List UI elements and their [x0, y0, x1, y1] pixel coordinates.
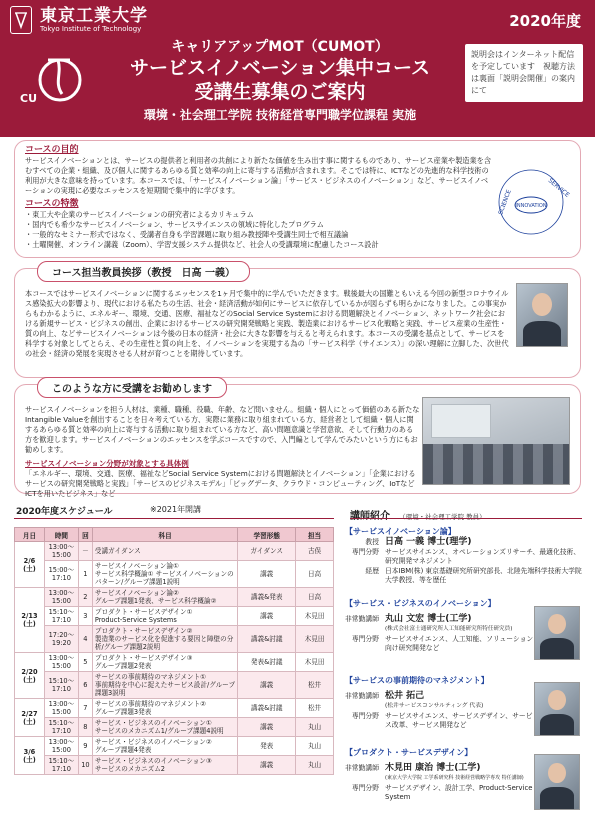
schedule-date: 3/6 (土) [15, 737, 45, 775]
col-time: 時間 [44, 528, 78, 542]
cu-logo-text: CU [20, 92, 38, 105]
header-banner [0, 0, 595, 137]
svg-text:SERVICE: SERVICE [546, 177, 571, 199]
examples-heading: サービスイノベーション分野が対象とする具体例 [25, 459, 189, 468]
col-teacher: 担当 [296, 528, 334, 542]
organizer-line: 環境・社会理工学院 技術経営専門職学位課程 実施 [143, 108, 417, 122]
instructor-history: 日本IBM(株) 東京基礎研究所研究部長、北陸先端科学技術大学院大学教授、等を歴任 [385, 567, 582, 584]
schedule-date: 2/6 (土) [15, 542, 45, 588]
schedule-format: 講義 [238, 718, 296, 737]
instructor-field: サービスサイエンス、オペレーションズリサーチ、最適化技術、研究開発マネジメント [385, 548, 581, 565]
schedule-session: 5 [78, 653, 92, 672]
schedule-header-row [15, 528, 334, 542]
schedule-teacher: 松井 [296, 699, 334, 718]
course-purpose-box [14, 140, 581, 258]
schedule-time: 13:00～ 15:00 [44, 699, 78, 718]
schedule-session: 4 [78, 626, 92, 653]
schedule-row [15, 588, 334, 607]
history-label: 経歴 [365, 567, 379, 575]
field-label: 専門分野 [351, 712, 379, 720]
schedule-date: 2/27 (土) [15, 699, 45, 737]
schedule-row [15, 542, 334, 561]
instructors-divider [350, 518, 582, 519]
instructor-name: 丸山 文宏 博士(工学) [385, 614, 472, 624]
col-format: 学習形態 [238, 528, 296, 542]
purpose-heading: コースの目的 [25, 145, 79, 155]
briefing-notice: 説明会はインターネット配信を予定しています 視聴方法は裏面「説明会開催」の案内にて [465, 44, 583, 102]
schedule-session: 9 [78, 737, 92, 756]
schedule-session: 10 [78, 756, 92, 775]
instructor-name: 日高 一義 博士(理学) [385, 537, 472, 547]
feature-item: ・土曜開催、オンライン講義（Zoom）、学習支援システム提供など、社会人の受講環境に配慮したコース設計 [25, 240, 379, 249]
greeting-text: 本コースではサービスイノベーションに関するエッセンスを1ヶ月で集中的に学んでいただきます。戦後最大の国難ともいえる今回の新型コロナウイルス感染拡大の影響より、現代における私たちの生活、社会・経済活動が如何にサービスに依存しているかが図らずも明らかになりました。この事実からもわかるように、エネルギー、環境、交通、医療、福祉などのSocial Service Systemにおける問題解決とイノベーション、ネットワーク社会における新規サービス・ビジネスの創出、企業におけるサービスの研究開発戦略と実践、製造業におけるサービス化戦略と実践、サービス産業の生産性・質の向上、などサービスイノベーションは今後の日本の経済・社会に大きな影響を与えると考えられます。本コースの受講を基点として、サービスを科学する対象としてとらえ、その生産性と質の向上を、イノベーションを実現する為の「サービス科学（サイエンス）」の深い理解に立脚した、次世代の社会・経済の発展を実現させる人材が育つことを期待しています。 [25, 289, 509, 358]
schedule-row [15, 626, 334, 653]
col-subject: 科目 [92, 528, 237, 542]
schedule-subject: サービスイノベーション論① サービス科学概論① サービスイノベーションのパターン/グループ課題1説明 [92, 561, 237, 588]
instructors-heading [350, 504, 486, 523]
schedule-row [15, 699, 334, 718]
schedule-format: 講義 [238, 756, 296, 775]
schedule-subject: プロダクト・サービスデザイン① Product-Service Systems [92, 607, 237, 626]
col-session: 回 [78, 528, 92, 542]
schedule-row [15, 737, 334, 756]
field-label: 専門分野 [351, 784, 379, 792]
schedule-session: 2 [78, 588, 92, 607]
title-block [110, 38, 450, 124]
instructor-maruyama [345, 598, 535, 653]
purpose-text: サービスイノベーションとは、サービスの提供者と利用者の共創により新たな価値を生み出す事に関するものであり、サービス産業や製造業を含むすべての企業・組織、及び個人に関するあらゆる質と効率の向上に寄与する活動が含まれます。そこでは特に、ICTなどの先進的な科学技術の利用が大きな意味を持っています。本コースでは、「サービスイノベーション論」「サービス・ビジネスのイノベーション」など、サービスイノベーションの実現に必要なエッセンスを短期間で集中的に学びます。 [25, 156, 492, 195]
instructor-category: 【サービス・ビジネスのイノベーション】 [345, 599, 496, 608]
svg-text:INNOVATION: INNOVATION [515, 203, 547, 209]
schedule-teacher: 木見田 [296, 607, 334, 626]
instructor-kimita [345, 747, 535, 802]
instructor-field: サービスデザイン、設計工学、Product-Service System [385, 784, 533, 801]
field-label: 専門分野 [351, 635, 379, 643]
university-name-jp: 東京工業大学 [40, 5, 148, 26]
schedule-format: 発表&討議 [238, 653, 296, 672]
schedule-session: 7 [78, 699, 92, 718]
schedule-teacher: 丸山 [296, 737, 334, 756]
schedule-row [15, 653, 334, 672]
schedule-session: 8 [78, 718, 92, 737]
cumot-logo-icon [18, 50, 88, 110]
recommend-text: サービスイノベーションを担う人材は、業種、職種、役職、年齢、など問いません。組織・個人にとって価値のある新たなIntangible Valueを創出することを日々考えている方、実際に業務に取り組まれている方、経営者として組織・個人に関するあらゆる質と効率の向上に寄与する活動に取り組まれている方など、高い問題意識と学習意欲、そして行動力のある方を歓迎します。サービスイノベーションのエッセンスを学ぶコースですので、入門編として学んでみたいという方にもお勧めします。 [25, 405, 420, 454]
instructor-field: サービスサイエンス、サービスデザイン、サービス改革、サービス開発など [385, 712, 533, 729]
schedule-row [15, 756, 334, 775]
schedule-subject: サービスイノベーション論② グループ課題1発表、サービス科学概論② [92, 588, 237, 607]
schedule-subject: サービス・ビジネスのイノベーション③ サービスのメカニズム2 [92, 756, 237, 775]
schedule-date: 2/13 (土) [15, 588, 45, 653]
schedule-subject: サービス・ビジネスのイノベーション② グループ課題4発表 [92, 737, 237, 756]
schedule-format: 講義 [238, 561, 296, 588]
schedule-teacher: 松井 [296, 672, 334, 699]
schedule-format: 講義 [238, 672, 296, 699]
schedule-subject: プロダクト・サービスデザイン③ グループ課題2発表 [92, 653, 237, 672]
classroom-photo [422, 397, 570, 485]
university-logo [10, 6, 148, 34]
schedule-subject: 受講ガイダンス [92, 542, 237, 561]
col-date: 月日 [15, 528, 45, 542]
schedule-time: 13:00～ 15:00 [44, 737, 78, 756]
instructor-hidaka [345, 526, 585, 585]
instructor-category: 【サービスイノベーション論】 [345, 527, 456, 536]
instructor-affiliation: (株式会社富士通研究所人工知能研究所特任研究員) [385, 626, 513, 632]
schedule-format: 講義&討議 [238, 626, 296, 653]
schedule-session: 3 [78, 607, 92, 626]
recommended-audience-box [14, 384, 581, 498]
feature-item: ・国内でも希少なサービスイノベーション、サービスサイエンスの領域に特化したプログラム [25, 220, 324, 229]
schedule-subject: サービスの事前期待のマネジメント② グループ課題3発表 [92, 699, 237, 718]
schedule-teacher: 木見田 [296, 653, 334, 672]
instructor-name: 松井 拓己 [385, 691, 425, 701]
svg-text:SCIENCE: SCIENCE [497, 188, 513, 216]
schedule-note: ※2021年開講 [150, 505, 202, 514]
instructor-category: 【プロダクト・サービスデザイン】 [345, 748, 473, 757]
schedule-subject: サービス・ビジネスのイノベーション① サービスのメカニズム1/グループ課題4説明 [92, 718, 237, 737]
schedule-time: 15:10～ 17:10 [44, 756, 78, 775]
instructor-kimita-photo [534, 754, 580, 810]
schedule-row [15, 607, 334, 626]
schedule-teacher: 丸山 [296, 756, 334, 775]
schedule-time: 15:10～ 17:10 [44, 607, 78, 626]
schedule-session: － [78, 542, 92, 561]
schedule-format: 講義&発表 [238, 588, 296, 607]
schedule-teacher: 古俣 [296, 542, 334, 561]
greeting-label: コース担当教員挨拶（教授 日高 一義） [37, 261, 250, 282]
feature-item: ・一般的なセミナー形式ではなく、受講者自身も学習課題に取り組み教授陣や受講生同士で相互議論 [25, 230, 349, 239]
professor-hidaka-photo [516, 283, 568, 347]
schedule-format: 発表 [238, 737, 296, 756]
instructors-title: 講師紹介 [350, 511, 390, 522]
schedule-teacher: 日高 [296, 588, 334, 607]
service-science-seal-icon [496, 167, 571, 237]
schedule-time: 17:20～ 19:20 [44, 626, 78, 653]
field-label: 専門分野 [351, 548, 379, 556]
role-label: 教授 [365, 538, 379, 546]
schedule-format: ガイダンス [238, 542, 296, 561]
schedule-table [14, 527, 334, 775]
schedule-subject: サービスの事前期待のマネジメント① 事前期待を中心に捉えたサービス設計/グループ課題3説明 [92, 672, 237, 699]
titech-emblem-icon [10, 6, 32, 34]
schedule-teacher: 日高 [296, 561, 334, 588]
schedule-session: 6 [78, 672, 92, 699]
instructor-name: 木見田 康治 博士(工学) [385, 763, 481, 773]
recruitment-title: 受講生募集のご案内 [194, 81, 366, 103]
instructor-matsui-photo [534, 682, 580, 736]
schedule-row [15, 672, 334, 699]
instructor-category: 【サービスの事前期待のマネジメント】 [345, 676, 489, 685]
instructor-greeting-box [14, 268, 581, 378]
instructor-affiliation: (松井サービスコンサルティング 代表) [385, 703, 484, 709]
schedule-title: 2020年度スケジュール [16, 507, 113, 517]
instructor-matsui [345, 675, 535, 730]
schedule-subject: プロダクト・サービスデザイン② 製造業のサービス化を促進する要因と障壁の分析/グループ課題2説明 [92, 626, 237, 653]
instructors-subtitle: （環境・社会理工学院 教員） [399, 513, 486, 521]
instructor-maruyama-photo [534, 606, 580, 660]
schedule-row [15, 718, 334, 737]
examples-text: 「エネルギー、環境、交通、医療、福祉などSocial Service Systemにおける問題解決とイノベーション」「企業におけるサービスの研究開発戦略と実践」「サービスのビジネスモデル」「ビッグデータ、クラウド・コンピューティング、IoTなどICTを用いたビジネス」など [25, 469, 416, 498]
schedule-time: 13:00～ 15:00 [44, 588, 78, 607]
role-label: 非常勤講師 [345, 764, 379, 772]
instructor-field: サービスサイエンス、人工知能、ソリューション向け研究開発など [385, 635, 534, 652]
schedule-time: 15:10～ 17:10 [44, 672, 78, 699]
role-label: 非常勤講師 [345, 615, 379, 623]
program-title: キャリアアップMOT（CUMOT） [171, 39, 389, 55]
role-label: 非常勤講師 [345, 692, 379, 700]
feature-item: ・東工大や企業のサービスイノベーションの研究者によるカリキュラム [25, 210, 254, 219]
schedule-time: 13:00～ 15:00 [44, 653, 78, 672]
schedule-body [15, 542, 334, 775]
schedule-time: 15:10～ 17:10 [44, 718, 78, 737]
schedule-teacher: 木見田 [296, 626, 334, 653]
schedule-row [15, 561, 334, 588]
schedule-date: 2/20 (土) [15, 653, 45, 699]
schedule-divider [14, 518, 334, 519]
features-heading: コースの特徴 [25, 199, 79, 209]
course-title: サービスイノベーション集中コース [129, 57, 430, 79]
schedule-format: 講義&討議 [238, 699, 296, 718]
schedule-time: 13:00～ 15:00 [44, 542, 78, 561]
university-name-en: Tokyo Institute of Technology [40, 24, 142, 33]
schedule-session: 1 [78, 561, 92, 588]
recommend-label: このような方に受講をお勧めします [37, 377, 227, 398]
schedule-teacher: 丸山 [296, 718, 334, 737]
schedule-time: 15:00～ 17:10 [44, 561, 78, 588]
instructor-affiliation: (東京大学大学院 工学系研究科 技術経営戦略学専攻 特任講師) [385, 775, 524, 781]
year-label: 2020年度 [509, 12, 581, 30]
schedule-format: 講義 [238, 607, 296, 626]
